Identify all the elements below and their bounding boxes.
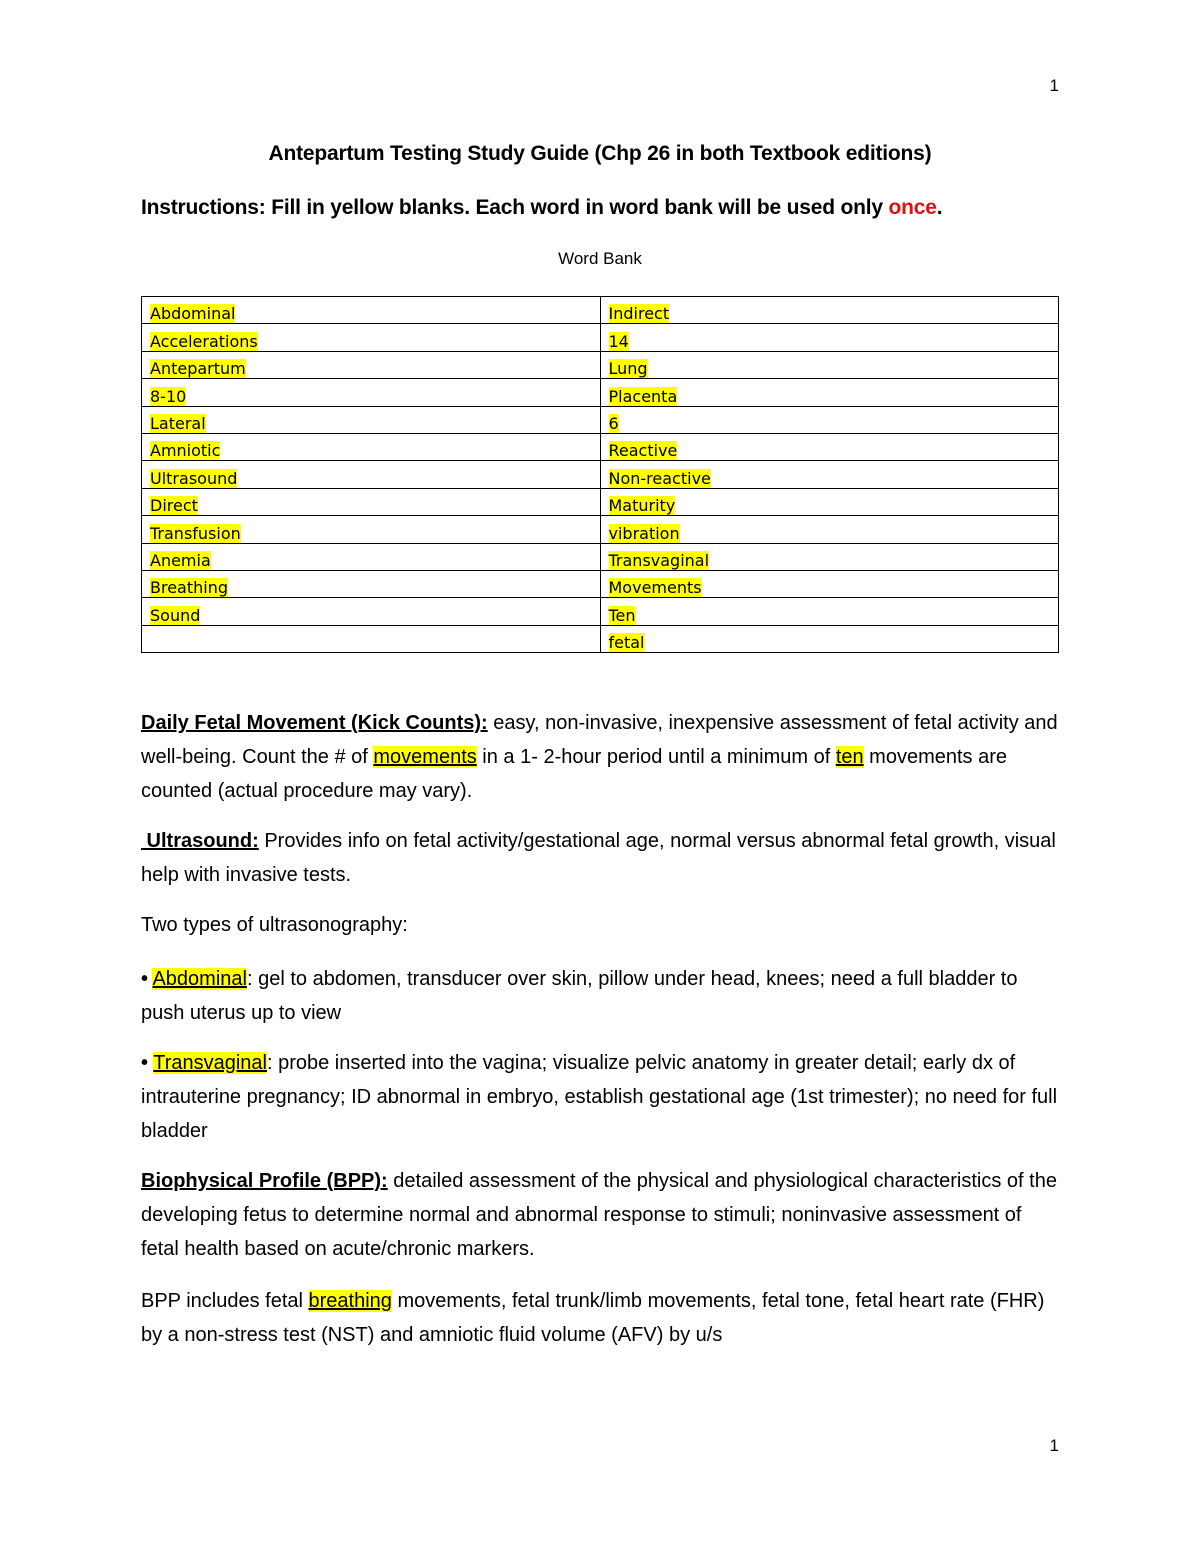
word-bank-word: Placenta: [608, 386, 678, 406]
word-bank-word: Ultrasound: [150, 468, 238, 488]
word-bank-row: [142, 351, 1059, 378]
ultrasound-section: [141, 824, 1059, 892]
word-bank-word: Lung: [608, 359, 648, 379]
word-bank-cell-right: [600, 625, 1059, 652]
word-bank-label: Word Bank: [558, 249, 642, 268]
word-bank-row: [142, 379, 1059, 406]
word-bank-cell-right: [600, 516, 1059, 543]
word-bank-cell-right: [600, 379, 1059, 406]
word-bank-word: Maturity: [608, 496, 676, 516]
word-bank-word: Transfusion: [150, 523, 241, 543]
word-bank-word: Transvaginal: [608, 550, 710, 570]
word-bank-word: fetal: [608, 633, 645, 653]
word-bank-word: 14: [608, 331, 629, 351]
word-bank-row: [142, 570, 1059, 597]
bpp-section: [141, 1164, 1059, 1266]
transvaginal-bullet: [141, 1046, 1059, 1148]
word-bank-cell-left: [142, 379, 601, 406]
ultrasound-heading: Ultrasound:: [141, 830, 259, 852]
word-bank-word: Lateral: [150, 413, 206, 433]
abdominal-text: : gel to abdomen, transducer over skin, pillow under head, knees; need a full bladder to push uterus up to view: [141, 968, 1018, 1024]
word-bank-cell-left: [142, 570, 601, 597]
word-bank-word: Indirect: [608, 304, 670, 324]
ultrasonography-types-intro: [141, 908, 1059, 942]
word-bank-row: [142, 433, 1059, 460]
word-bank-word: Breathing: [150, 578, 229, 598]
bpp-includes-answer: breathing: [308, 1290, 392, 1312]
kick-counts-text-3: movements are counted (actual procedure may vary).: [141, 746, 1008, 802]
kick-counts-answer-1: movements: [373, 746, 477, 768]
word-bank-row: [142, 406, 1059, 433]
page-number-top: 1: [1049, 76, 1059, 95]
word-bank-cell-left: [142, 625, 601, 652]
word-bank-cell-right: [600, 461, 1059, 488]
word-bank-cell-right: [600, 433, 1059, 460]
instructions-end: .: [936, 196, 943, 219]
word-bank-word: Anemia: [150, 550, 211, 570]
word-bank-cell-left: [142, 297, 601, 324]
kick-counts-text-1: easy, non-invasive, inexpensive assessment of fetal activity and well-being. Count the # of: [141, 712, 1058, 768]
instructions: [141, 196, 942, 220]
word-bank-cell-left: [142, 406, 601, 433]
abdominal-answer: Abdominal: [152, 968, 247, 990]
word-bank-word: Reactive: [608, 441, 678, 461]
word-bank-word: Ten: [608, 605, 636, 625]
page-number-bottom: 1: [1049, 1436, 1059, 1455]
word-bank-row: [142, 324, 1059, 351]
word-bank-cell-left: [142, 324, 601, 351]
word-bank-cell-right: [600, 570, 1059, 597]
types-intro-text: Two types of ultrasonography:: [141, 914, 408, 936]
instructions-text: Instructions: Fill in yellow blanks. Each word in word bank will be used only: [141, 196, 889, 219]
document-title: Antepartum Testing Study Guide (Chp 26 in both Textbook editions): [268, 142, 932, 165]
kick-counts-text-2: in a 1- 2-hour period until a minimum of: [476, 746, 836, 768]
word-bank-row: [142, 488, 1059, 515]
word-bank-row: [142, 461, 1059, 488]
bpp-text: detailed assessment of the physical and physiological characteristics of the developing fetus to determine normal and abnormal response to stimuli; noninvasive assessment of fetal health based on acute/chronic markers.: [141, 1170, 1057, 1260]
word-bank-row: [142, 543, 1059, 570]
word-bank-cell-left: [142, 543, 601, 570]
abdominal-bullet: [141, 962, 1059, 1030]
word-bank-word: Non-reactive: [608, 468, 711, 488]
word-bank-cell-right: [600, 351, 1059, 378]
word-bank-cell-right: [600, 598, 1059, 625]
word-bank-cell-left: [142, 351, 601, 378]
word-bank-word: Amniotic: [150, 441, 221, 461]
word-bank-cell-right: [600, 488, 1059, 515]
word-bank-table: [141, 296, 1059, 653]
word-bank-word: Antepartum: [150, 359, 246, 379]
word-bank-cell-right: [600, 324, 1059, 351]
bullet-icon: •: [141, 968, 149, 990]
word-bank-word: vibration: [608, 523, 680, 543]
word-bank-cell-left: [142, 461, 601, 488]
transvaginal-answer: Transvaginal: [153, 1052, 267, 1074]
word-bank-word: Abdominal: [150, 304, 236, 324]
word-bank-word: Movements: [608, 578, 702, 598]
word-bank-cell-right: [600, 406, 1059, 433]
transvaginal-text: : probe inserted into the vagina; visualize pelvic anatomy in greater detail; early dx of intrauterine pregnancy; ID abnormal in embryo, establish gestational age (1st trimester); no need for full bladder: [141, 1052, 1058, 1142]
ultrasound-text: Provides info on fetal activity/gestational age, normal versus abnormal fetal growth, visual help with invasive tests.: [141, 830, 1056, 886]
word-bank-word: Accelerations: [150, 331, 258, 351]
word-bank-row: [142, 598, 1059, 625]
word-bank-cell-left: [142, 516, 601, 543]
word-bank-cell-left: [142, 598, 601, 625]
word-bank-cell-left: [142, 433, 601, 460]
word-bank-row: [142, 625, 1059, 652]
kick-counts-section: [141, 706, 1059, 808]
bpp-heading: Biophysical Profile (BPP):: [141, 1170, 388, 1192]
bpp-includes-text-2: movements, fetal trunk/limb movements, fetal tone, fetal heart rate (FHR) by a non-stress test (NST) and amniotic fluid volume (AFV) by u/s: [141, 1290, 1045, 1346]
word-bank-word: 8-10: [150, 386, 187, 406]
word-bank-row: [142, 297, 1059, 324]
word-bank-word: Sound: [150, 605, 201, 625]
word-bank-row: [142, 516, 1059, 543]
word-bank-word: 6: [608, 413, 619, 433]
word-bank-word: Direct: [150, 496, 198, 516]
bullet-icon: •: [141, 1052, 149, 1074]
word-bank-cell-right: [600, 297, 1059, 324]
bpp-includes-text-1: BPP includes fetal: [141, 1290, 309, 1312]
bpp-includes: [141, 1284, 1059, 1352]
kick-counts-answer-2: ten: [835, 746, 864, 768]
kick-counts-heading: Daily Fetal Movement (Kick Counts):: [141, 712, 488, 734]
word-bank-cell-left: [142, 488, 601, 515]
instructions-emphasis: once: [888, 196, 937, 219]
word-bank-cell-right: [600, 543, 1059, 570]
